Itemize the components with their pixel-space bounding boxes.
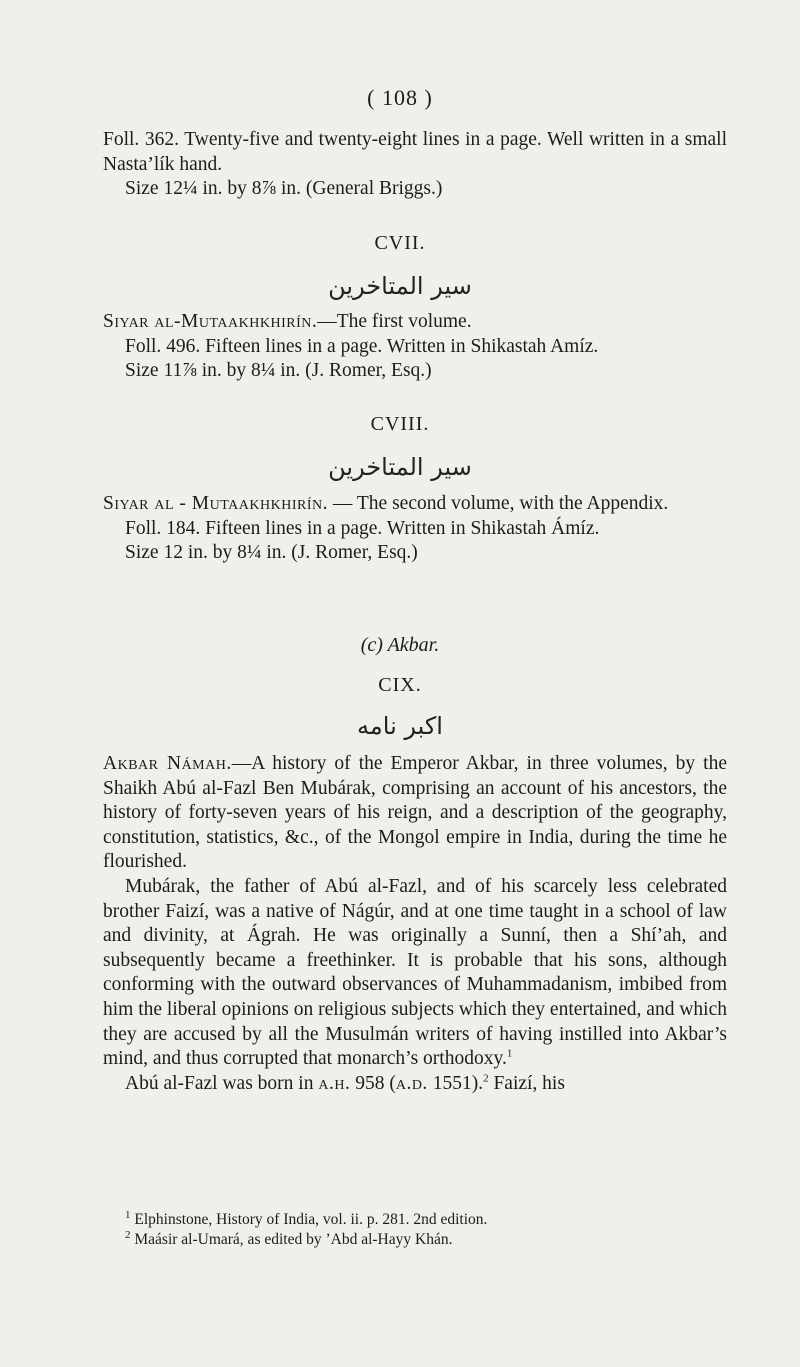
entry-107-title-line bbox=[103, 310, 727, 335]
entry-109-arabic-title: اکبر نامه bbox=[357, 712, 443, 740]
entry-109-paragraph-3 bbox=[103, 1072, 727, 1097]
entry-107-arabic-title: سیر المتاخرین bbox=[328, 272, 472, 300]
entry-108-title-line bbox=[103, 492, 727, 517]
entry-109-paragraph-1 bbox=[103, 752, 727, 875]
footnote-2-text: Maásir al-Umará, as edited by ’Abd al-Hayy Khán. bbox=[130, 1231, 453, 1248]
entry-108-title: Siyar al - Mutaakhkhirín. bbox=[103, 493, 328, 514]
entry-109-numeral: CIX. bbox=[378, 674, 422, 696]
entry-108-arabic-title: سیر المتاخرین bbox=[328, 453, 472, 481]
footnote-1-mark: 1 bbox=[125, 1208, 131, 1221]
entry-108-line-2: Size 12 in. by 8¼ in. (J. Romer, Esq.) bbox=[125, 542, 418, 564]
entry-107-title-rest: —The first volume. bbox=[317, 311, 472, 332]
entry-107-line-2: Size 11⅞ in. by 8¼ in. (J. Romer, Esq.) bbox=[125, 360, 432, 382]
entry-108-title-rest: — The second volume, with the Appendix. bbox=[327, 493, 669, 514]
footnote-1 bbox=[103, 1210, 727, 1230]
entry-109-paragraph-2-text: Mubárak, the father of Abú al-Fazl, and of his scarcely less celebrated brother Faizí, was a native of Nágúr, and at one time taught in a school of law and divinity, at Ágrah. He was originally a Sunní, then a Shí’ah, and subsequently became a freethinker. It is probable that his sons, although conforming with the outward observances of Muhammadanism, imbibed from him the liberal opinions on religious subjects which they entertained, and which they are accused by all the Musulmán writers of having instilled into Akbar’s mind, and thus corrupted that monarch’s orthodoxy. bbox=[103, 875, 727, 1070]
entry-108-description bbox=[103, 492, 727, 566]
section-heading: (c) Akbar. bbox=[360, 634, 440, 656]
entry-107-line-1: Foll. 496. Fifteen lines in a page. Written in Shikastah Amíz. bbox=[125, 335, 599, 357]
entry-106-line-2: Size 12¼ in. by 8⅞ in. (General Briggs.) bbox=[125, 178, 443, 200]
era-ad: a.d. bbox=[395, 1072, 428, 1094]
entry-109-paragraph-3-text-c: 1551). bbox=[427, 1072, 484, 1094]
entry-109-paragraph-1-text: —A history of the Emperor Akbar, in three volumes, by the Shaikh Abú al-Fazl Ben Mubárak, comprising an account of his ancestors, the history of forty-seven years of his reign, and a description of the geography, constitution, statistics, &c., of the Mongol empire in India, during the time he flourished. bbox=[103, 753, 727, 873]
footnote-ref-1[interactable]: 1 bbox=[506, 1047, 513, 1060]
footnote-1-text: Elphinstone, History of India, vol. ii. p. 281. 2nd edition. bbox=[130, 1211, 488, 1228]
footnotes bbox=[103, 1210, 727, 1250]
entry-107-description bbox=[103, 310, 727, 384]
footnote-2 bbox=[103, 1230, 727, 1250]
entry-108-line-1: Foll. 184. Fifteen lines in a page. Written in Shikastah Ámíz. bbox=[125, 517, 600, 539]
era-ah: a.h. bbox=[318, 1072, 351, 1094]
entry-109-paragraph-3-text-a: Abú al-Fazl was born in bbox=[125, 1072, 319, 1094]
entry-107-numeral: CVII. bbox=[374, 232, 426, 254]
footnote-2-mark: 2 bbox=[125, 1228, 131, 1241]
footnote-ref-2[interactable]: 2 bbox=[483, 1072, 489, 1085]
entry-108-numeral: CVIII. bbox=[370, 413, 430, 435]
entry-106-line-1: Foll. 362. Twenty-five and twenty-eight lines in a page. Well written in a small Nasta’lík hand. bbox=[103, 129, 727, 175]
entry-109-paragraph-3-text-d: Faizí, his bbox=[488, 1072, 565, 1094]
page-number: ( 108 ) bbox=[367, 85, 433, 110]
entry-109-title: Akbar Námah. bbox=[103, 753, 232, 774]
entry-106-description bbox=[103, 128, 727, 202]
entry-109-paragraph-3-text-b: 958 ( bbox=[350, 1072, 396, 1094]
entry-107-title: Siyar al-Mutaakhkhirín. bbox=[103, 311, 318, 332]
entry-109-paragraph-2 bbox=[103, 875, 727, 1072]
entry-109-description bbox=[103, 752, 727, 1096]
